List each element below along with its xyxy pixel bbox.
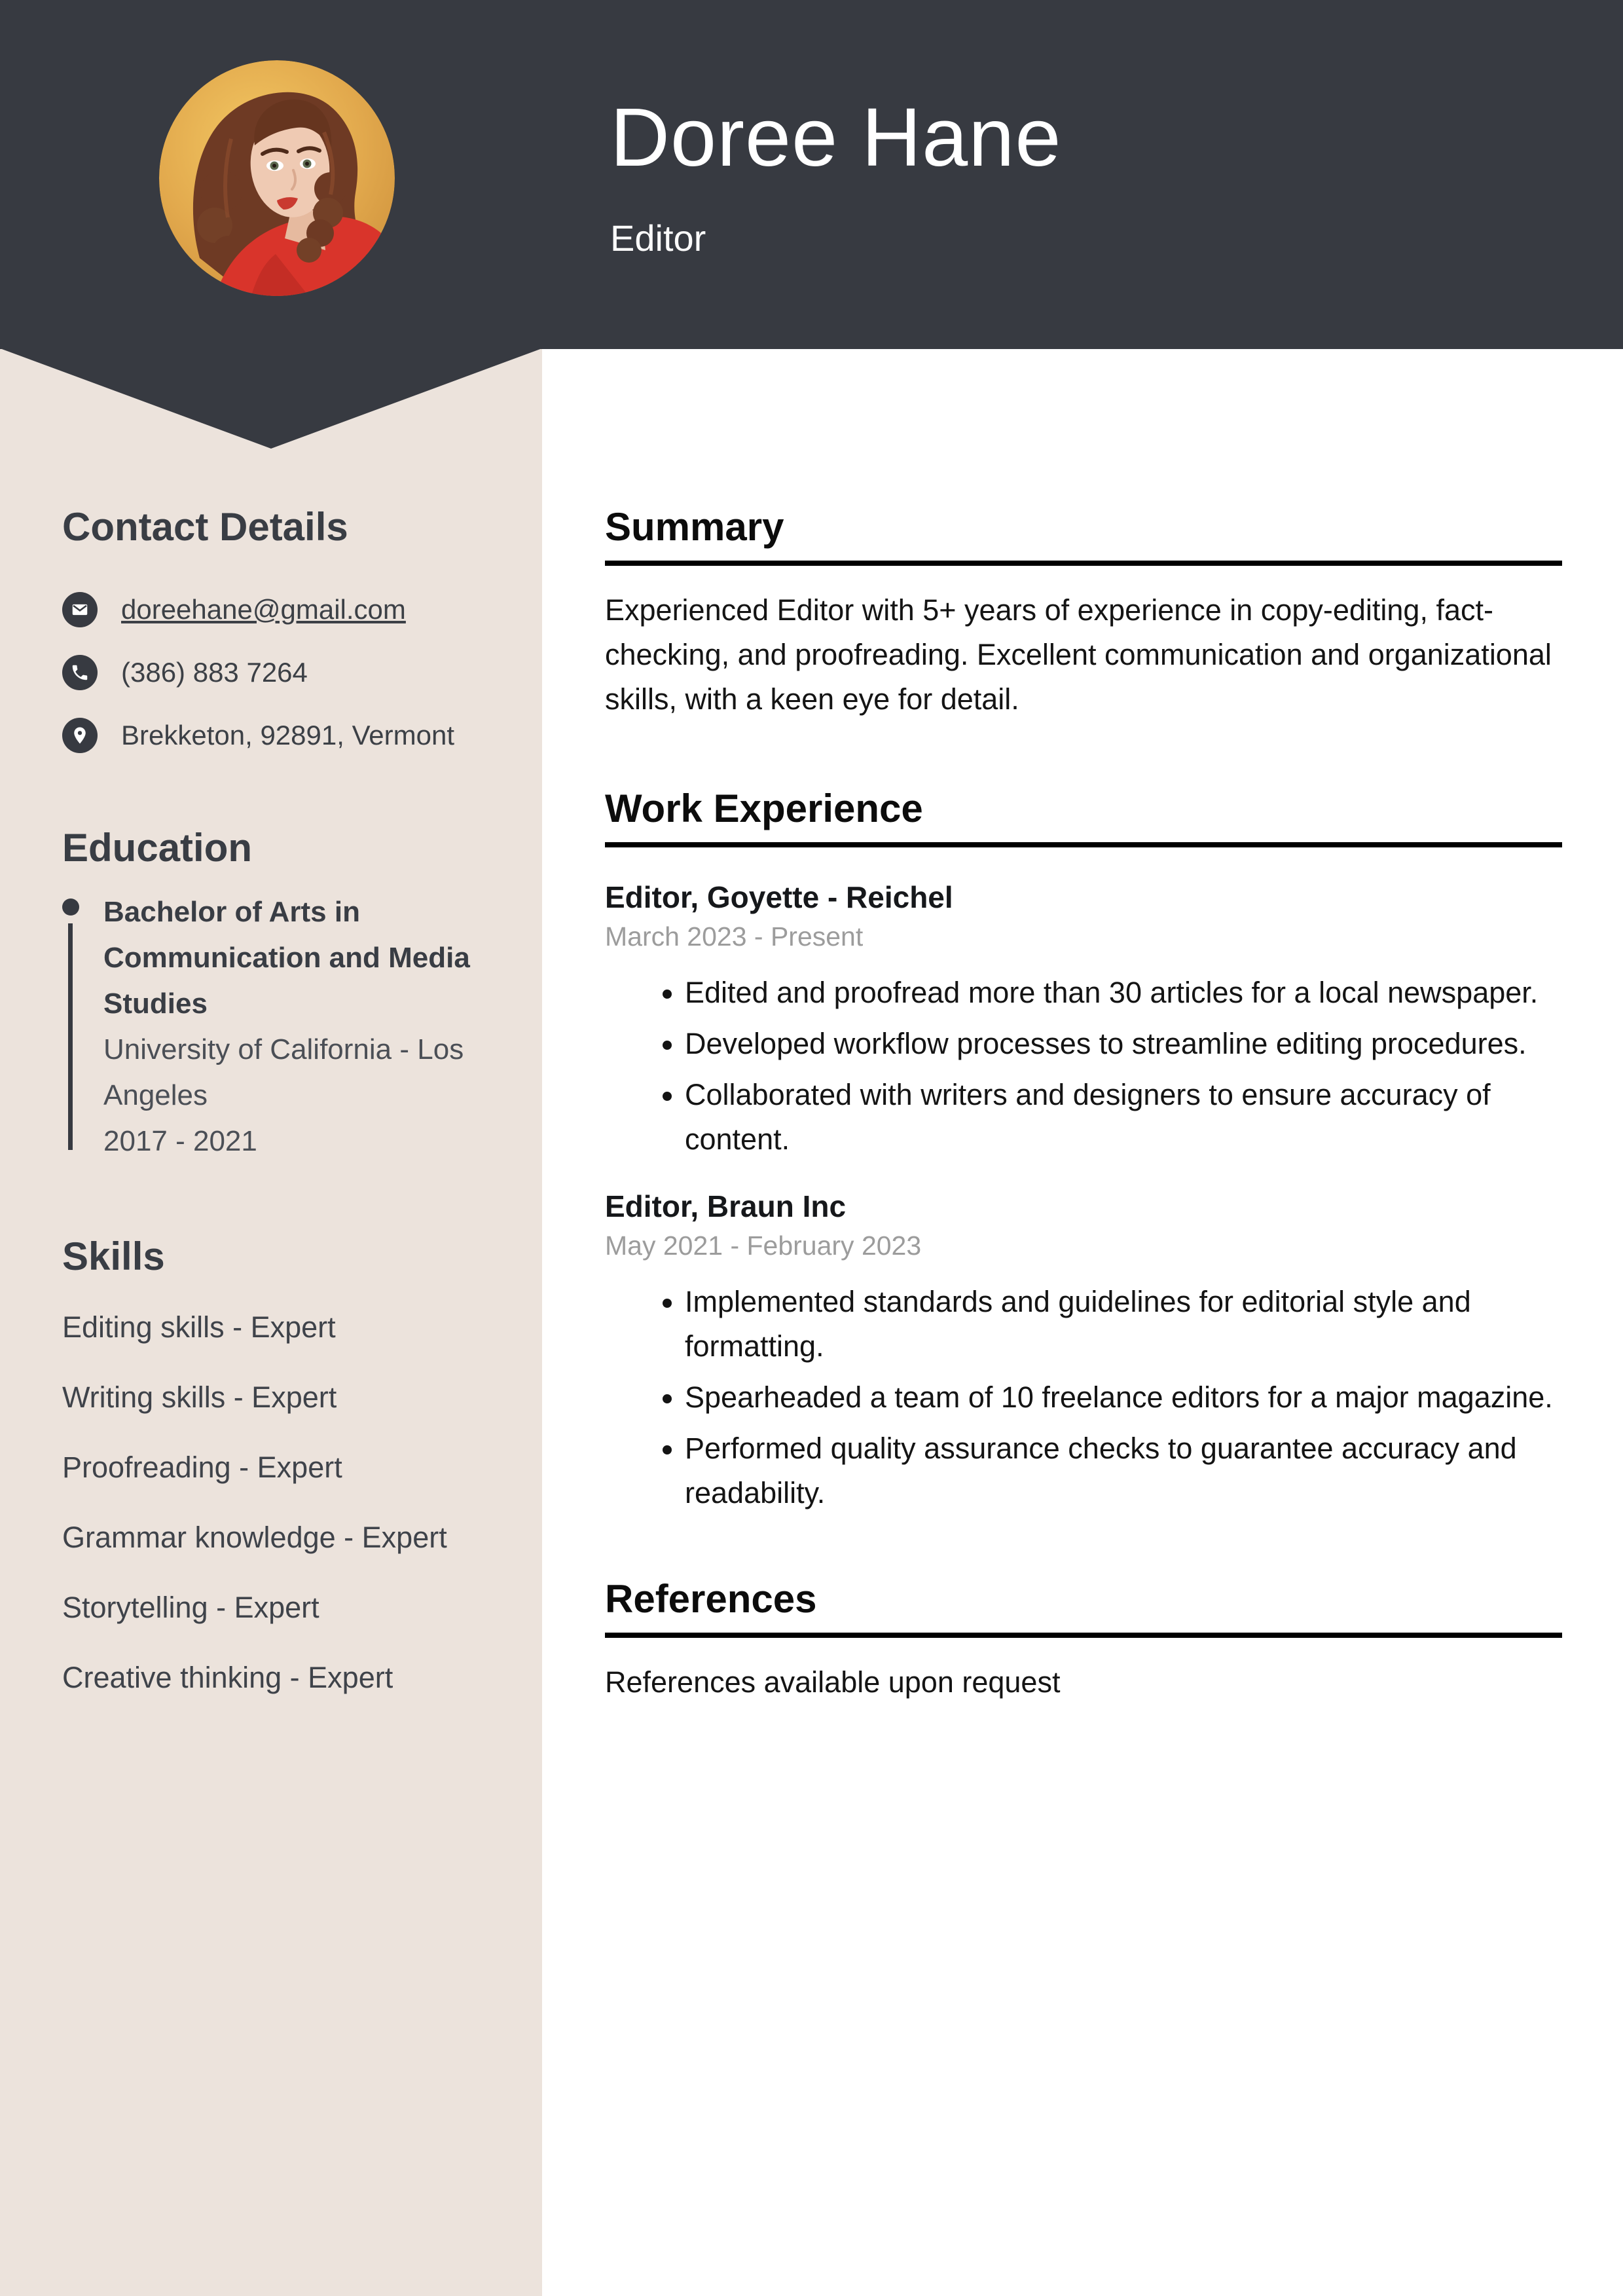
job-bullet: • Spearheaded a team of 10 freelance editors for a major magazine. xyxy=(685,1375,1562,1420)
skills-list xyxy=(62,1311,486,1694)
job-bullet: • Developed workflow processes to streamline editing procedures. xyxy=(685,1022,1562,1066)
references-heading: References xyxy=(605,1578,1562,1638)
email-link[interactable]: doreehane@gmail.com xyxy=(121,594,406,625)
sidebar xyxy=(62,506,486,1731)
job-bullet-list xyxy=(605,971,1562,1162)
skill-item: Editing skills - Expert xyxy=(62,1310,336,1344)
job-dates: May 2021 - February 2023 xyxy=(605,1231,922,1261)
job-bullet: • Performed quality assurance checks to guarantee accuracy and readability. xyxy=(685,1426,1562,1515)
education-dates: 2017 - 2021 xyxy=(103,1125,257,1157)
skill-item: Storytelling - Expert xyxy=(62,1591,319,1624)
header-identity xyxy=(610,91,1062,259)
references-section xyxy=(605,1578,1562,1705)
contact-details-heading: Contact Details xyxy=(62,505,348,549)
contact-row-email xyxy=(62,592,486,627)
contact-row-phone xyxy=(62,655,486,690)
work-experience-heading: Work Experience xyxy=(605,787,1562,847)
profile-photo xyxy=(159,60,395,296)
job-bullet-list xyxy=(605,1280,1562,1515)
job-title: Editor, Braun Inc xyxy=(605,1189,847,1223)
summary-text: Experienced Editor with 5+ years of experience in copy-editing, fact-checking, and proofreading. Excellent communication and organizational skills, with a keen eye for detail. xyxy=(605,593,1552,716)
job-bullet: • Collaborated with writers and designers to ensure accuracy of content. xyxy=(685,1073,1562,1162)
location-text: Brekketon, 92891, Vermont xyxy=(121,720,454,750)
job-dates: March 2023 - Present xyxy=(605,921,864,952)
skills-heading: Skills xyxy=(62,1234,165,1278)
summary-heading: Summary xyxy=(605,506,1562,566)
skill-item: Proofreading - Expert xyxy=(62,1451,342,1484)
degree-text: Bachelor of Arts in Communication and Media Studies xyxy=(103,896,470,1020)
education-heading: Education xyxy=(62,826,253,870)
job-title: Editor, Goyette - Reichel xyxy=(605,880,953,914)
email-icon xyxy=(62,592,98,627)
location-pin-icon xyxy=(62,718,98,753)
job-bullet: • Edited and proofread more than 30 articles for a local newspaper. xyxy=(685,971,1562,1015)
skill-item: Grammar knowledge - Expert xyxy=(62,1521,447,1554)
references-text: References available upon request xyxy=(605,1665,1061,1699)
job-entry xyxy=(605,879,1562,1162)
phone-number: (386) 883 7264 xyxy=(121,657,308,688)
main-column xyxy=(605,506,1562,1705)
school-text: University of California - Los Angeles xyxy=(103,1033,464,1111)
skill-item: Writing skills - Expert xyxy=(62,1380,337,1414)
job-bullet: • Implemented standards and guidelines for editorial style and formatting. xyxy=(685,1280,1562,1369)
job-entry xyxy=(605,1188,1562,1515)
education-item xyxy=(62,889,486,1164)
profile-photo-illustration xyxy=(159,60,395,296)
education-timeline-line xyxy=(68,923,73,1150)
person-role: Editor xyxy=(610,217,706,259)
phone-icon xyxy=(62,655,98,690)
person-name: Doree Hane xyxy=(610,91,1062,183)
education-bullet-dot xyxy=(62,898,79,916)
contact-row-location xyxy=(62,718,486,753)
summary-section xyxy=(605,506,1562,722)
work-experience-section xyxy=(605,787,1562,1515)
skill-item: Creative thinking - Expert xyxy=(62,1661,393,1694)
contact-list xyxy=(62,592,486,753)
